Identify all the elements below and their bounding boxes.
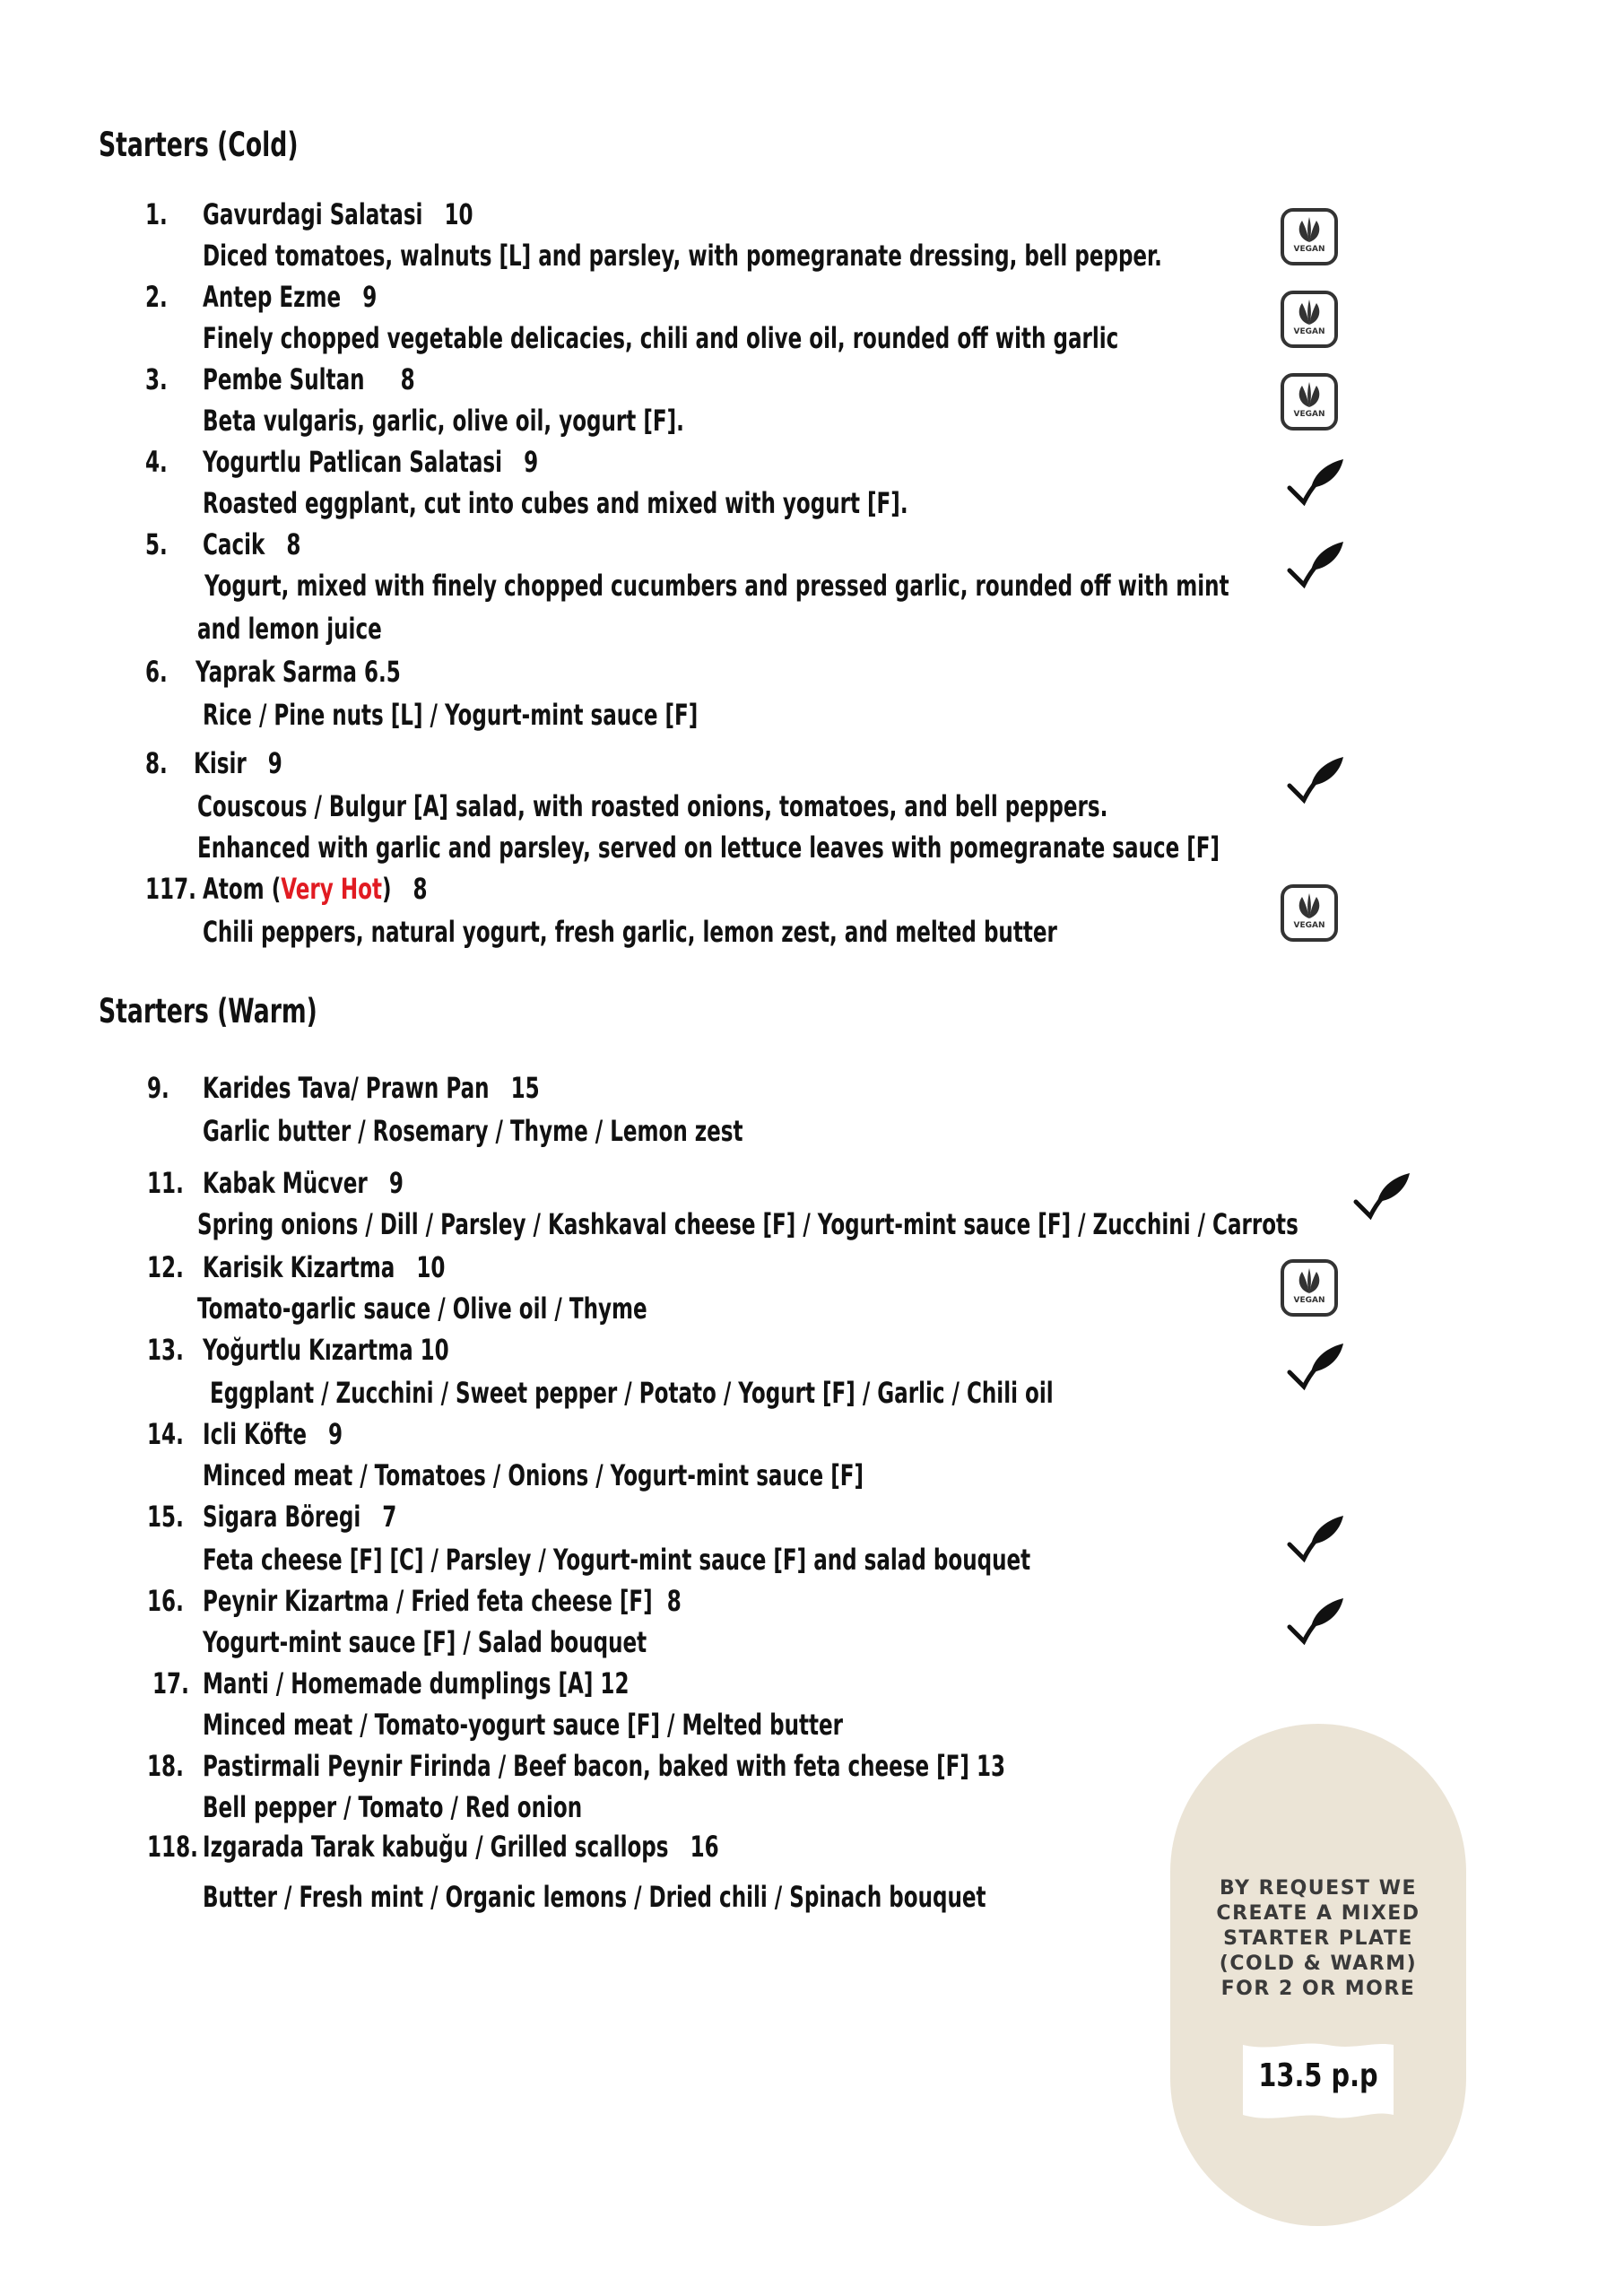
item-title [203, 445, 538, 479]
item-title [203, 280, 377, 314]
item-number: 5. [145, 527, 168, 561]
item-number: 2. [145, 280, 168, 314]
item-title [203, 1250, 445, 1284]
promo-price: 13.5 p.p [1258, 2057, 1378, 2094]
item-description: and lemon juice [197, 612, 382, 646]
item-name: Pembe Sultan [203, 362, 365, 396]
item-number: 14. [147, 1417, 184, 1451]
item-number: 16. [147, 1584, 184, 1618]
item-description: Rice / Pine nuts [L] / Yogurt-mint sauce [F] [203, 698, 699, 732]
section-title-cold: Starters (Cold) [99, 126, 299, 164]
item-description: Spring onions / Dill / Parsley / Kashkaval cheese [F] / Yogurt-mint sauce [F] / Zucchini / Carrots [197, 1207, 1298, 1241]
item-title [203, 872, 428, 906]
promo-text [1170, 1876, 1466, 2002]
promo-line: BY REQUEST WE [1219, 1877, 1418, 1900]
vegetarian-leaf-icon [1284, 755, 1347, 809]
item-title [203, 1333, 449, 1367]
item-price: 9 [362, 280, 378, 314]
vegetarian-leaf-icon [1350, 1171, 1413, 1225]
vegan-badge-icon [1281, 373, 1338, 430]
item-description: Enhanced with garlic and parsley, served on lettuce leaves with pomegranate sauce [F] [197, 831, 1220, 865]
item-name: Karisik Kizartma [203, 1250, 395, 1284]
item-title [203, 197, 473, 231]
item-description: Yogurt-mint sauce [F] / Salad bouquet [203, 1625, 647, 1659]
item-price: 9 [388, 1166, 404, 1200]
item-number: 12. [147, 1250, 184, 1284]
item-price: 9 [524, 445, 539, 479]
item-name: Icli Köfte [203, 1417, 307, 1451]
vegetarian-leaf-icon [1284, 1342, 1347, 1396]
item-description: Butter / Fresh mint / Organic lemons / Dried chili / Spinach bouquet [203, 1880, 986, 1914]
vegan-label: VEGAN [1293, 921, 1325, 930]
promo-line: STARTER PLATE [1223, 1927, 1413, 1950]
item-name: Cacik [203, 527, 265, 561]
item-price: 8 [400, 362, 415, 396]
item-number: 18. [147, 1749, 184, 1783]
item-name: Yoğurtlu Kızartma [203, 1333, 413, 1367]
item-title [203, 1666, 629, 1700]
item-title [203, 527, 300, 561]
item-price: 13 [976, 1749, 1006, 1783]
item-title [203, 1500, 396, 1534]
item-name: Kisir [194, 746, 247, 780]
paren-open: ( [271, 872, 282, 906]
vegan-label: VEGAN [1293, 327, 1325, 336]
item-description: Garlic butter / Rosemary / Thyme / Lemon zest [203, 1114, 743, 1148]
item-name: Kabak Mücver [203, 1166, 368, 1200]
item-name: Manti / Homemade dumplings [A] [203, 1666, 594, 1700]
item-price: 16 [690, 1830, 719, 1864]
item-description: Minced meat / Tomato-yogurt sauce [F] / Melted butter [203, 1708, 844, 1742]
item-description: Beta vulgaris, garlic, olive oil, yogurt [F]. [203, 404, 684, 438]
item-name: Pastirmali Peynir Firinda / Beef bacon, baked with feta cheese [F] [203, 1749, 969, 1783]
very-hot-label: Very Hot [281, 872, 382, 906]
item-number: 11. [147, 1166, 184, 1200]
item-title [203, 1749, 1005, 1783]
item-name: Yaprak Sarma [195, 655, 357, 689]
item-title [203, 1830, 719, 1864]
item-name: Atom [203, 872, 265, 906]
item-price: 10 [416, 1250, 446, 1284]
item-price: 8 [666, 1584, 682, 1618]
item-price: 10 [444, 197, 473, 231]
vegan-label: VEGAN [1293, 1296, 1325, 1305]
mixed-plate-promo [1170, 1724, 1466, 2226]
item-number: 13. [147, 1333, 184, 1367]
item-title [203, 1417, 343, 1451]
item-price: 15 [510, 1071, 540, 1105]
item-number: 3. [145, 362, 168, 396]
vegan-badge-icon [1281, 1259, 1338, 1317]
item-name: Antep Ezme [203, 280, 342, 314]
promo-line: CREATE A MIXED [1216, 1902, 1420, 1925]
item-title [195, 655, 401, 689]
item-number: 1. [145, 197, 168, 231]
item-price: 10 [420, 1333, 449, 1367]
item-name: Sigara Böregi [203, 1500, 361, 1534]
item-number: 17. [152, 1666, 189, 1700]
item-name: Peynir Kizartma / Fried feta cheese [F] [203, 1584, 653, 1618]
item-name: Izgarada Tarak kabuğu / Grilled scallops [203, 1830, 669, 1864]
item-price: 9 [267, 746, 282, 780]
item-description: Feta cheese [F] [C] / Parsley / Yogurt-mint sauce [F] and salad bouquet [203, 1543, 1031, 1577]
item-name: Gavurdagi Salatasi [203, 197, 423, 231]
item-title [203, 1071, 540, 1105]
vegan-badge-icon [1281, 291, 1338, 348]
vegetarian-leaf-icon [1284, 457, 1347, 511]
item-description: Roasted eggplant, cut into cubes and mixed with yogurt [F]. [203, 486, 908, 520]
item-price: 6.5 [363, 655, 401, 689]
item-number: 8. [145, 746, 168, 780]
item-description: Minced meat / Tomatoes / Onions / Yogurt-mint sauce [F] [203, 1458, 864, 1492]
item-number: 15. [147, 1500, 184, 1534]
item-price: 8 [286, 527, 301, 561]
item-price: 8 [413, 872, 428, 906]
item-name: Yogurtlu Patlican Salatasi [203, 445, 503, 479]
item-title [203, 1166, 404, 1200]
item-description: Yogurt, mixed with finely chopped cucumbers and pressed garlic, rounded off with mint [204, 569, 1229, 603]
item-name: Karides Tava/ Prawn Pan [203, 1071, 490, 1105]
item-title [194, 746, 282, 780]
vegetarian-leaf-icon [1284, 540, 1347, 594]
vegan-label: VEGAN [1293, 410, 1325, 419]
promo-line: FOR 2 OR MORE [1220, 1978, 1416, 2000]
item-title [203, 362, 415, 396]
item-description: Couscous / Bulgur [A] salad, with roasted onions, tomatoes, and bell peppers. [197, 789, 1108, 823]
item-description: Chili peppers, natural yogurt, fresh garlic, lemon zest, and melted butter [203, 915, 1057, 949]
item-description: Tomato-garlic sauce / Olive oil / Thyme [197, 1292, 647, 1326]
vegetarian-leaf-icon [1284, 1514, 1347, 1568]
item-price: 9 [328, 1417, 343, 1451]
vegan-label: VEGAN [1293, 245, 1325, 254]
item-number: 118. [147, 1830, 198, 1864]
item-number: 6. [145, 655, 168, 689]
item-description: Finely chopped vegetable delicacies, chili and olive oil, rounded off with garlic [203, 321, 1119, 355]
section-title-warm: Starters (Warm) [99, 992, 317, 1031]
vegan-badge-icon [1281, 884, 1338, 942]
vegan-badge-icon [1281, 208, 1338, 265]
item-title [203, 1584, 682, 1618]
item-number: 9. [147, 1071, 169, 1105]
paren-close: ) [381, 872, 392, 906]
promo-line: (COLD & WARM) [1219, 1952, 1418, 1975]
item-number: 4. [145, 445, 168, 479]
item-description: Diced tomatoes, walnuts [L] and parsley, with pomegranate dressing, bell pepper. [203, 239, 1162, 273]
item-price: 7 [382, 1500, 397, 1534]
item-price: 12 [600, 1666, 630, 1700]
item-number: 117. [145, 872, 196, 906]
vegetarian-leaf-icon [1284, 1596, 1347, 1650]
item-description: Eggplant / Zucchini / Sweet pepper / Potato / Yogurt [F] / Garlic / Chili oil [210, 1376, 1054, 1410]
item-description: Bell pepper / Tomato / Red onion [203, 1790, 583, 1824]
